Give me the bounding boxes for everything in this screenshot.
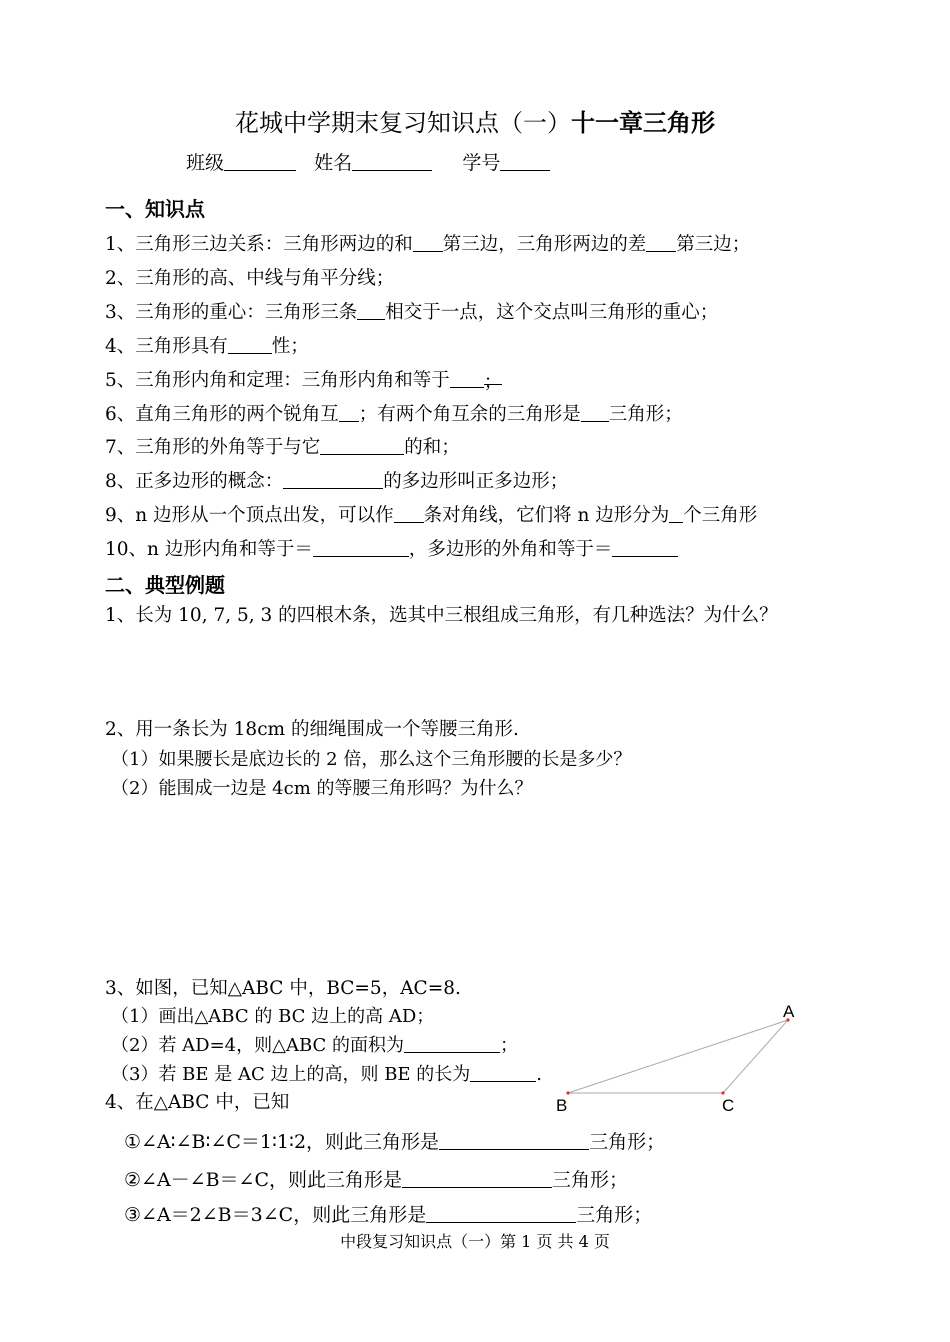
question-2-part-1: （1）如果腰长是底边长的 2 倍，那么这个三角形腰的长是多少？ xyxy=(111,749,632,770)
id-blank[interactable] xyxy=(500,152,550,171)
fill-blank[interactable] xyxy=(313,540,409,557)
knowledge-item-5 xyxy=(105,366,502,392)
item-text: 第三边，三角形两边的差 xyxy=(442,234,647,255)
triangle-abc xyxy=(568,1020,788,1093)
item-text: ③∠A＝2∠B＝3∠C，则此三角形是 xyxy=(124,1204,427,1226)
vertex-b-label: B xyxy=(556,1096,568,1115)
item-text: 3、三角形的重心：三角形三条 xyxy=(105,302,358,323)
item-text: ；有两个角互余的三角形是 xyxy=(358,404,581,425)
section-heading-knowledge: 一、知识点 xyxy=(105,197,205,221)
fill-blank[interactable] xyxy=(646,235,676,252)
fill-blank[interactable] xyxy=(339,405,359,422)
fill-blank[interactable] xyxy=(320,438,404,455)
question-4-case-3 xyxy=(124,1200,652,1227)
item-text: 条对角线，它们将 n 边形分为 xyxy=(423,505,670,526)
fill-blank[interactable] xyxy=(357,303,385,320)
question-3-part-1: （1）画出△ABC 的 BC 边上的高 AD； xyxy=(111,1006,435,1027)
fill-blank[interactable] xyxy=(413,235,443,252)
vertex-c-label: C xyxy=(722,1096,735,1115)
item-text: 三角形； xyxy=(576,1204,653,1226)
class-label: 班级 xyxy=(186,152,225,174)
knowledge-item-8 xyxy=(105,467,568,493)
item-text: 6、直角三角形的两个锐角互 xyxy=(105,404,339,425)
example-question-4: 4、在△ABC 中，已知 xyxy=(105,1092,290,1113)
question-2-part-2: （2）能围成一边是 4cm 的等腰三角形吗？为什么？ xyxy=(111,778,533,799)
item-text: 1、三角形三边关系：三角形两边的和 xyxy=(105,234,413,255)
item-text: ，多边形的外角和等于＝ xyxy=(408,539,613,560)
fill-blank[interactable] xyxy=(426,1206,576,1223)
item-text: 第三边； xyxy=(676,234,751,255)
item-text: 相交于一点，这个交点叫三角形的重心； xyxy=(385,302,719,323)
item-text: ； xyxy=(500,1035,519,1056)
example-question-3: 3、如图，已知△ABC 中，BC=5，AC=8. xyxy=(105,978,461,999)
knowledge-item-6 xyxy=(105,400,683,426)
example-question-1: 1、长为 10, 7, 5, 3 的四根木条，选其中三根组成三角形，有几种选法？为什么？ xyxy=(105,605,778,626)
knowledge-item-3 xyxy=(105,298,718,324)
fill-blank[interactable] xyxy=(404,1036,500,1053)
student-info xyxy=(186,148,550,175)
question-4-case-2 xyxy=(124,1165,628,1192)
name-label: 姓名 xyxy=(314,152,353,174)
page-footer: 中段复习知识点（一）第 1 页 共 4 页 xyxy=(340,1232,610,1251)
item-text: 三角形； xyxy=(589,1131,666,1153)
knowledge-item-10 xyxy=(105,535,678,561)
item-text: 性； xyxy=(271,336,309,357)
triangle-figure xyxy=(540,995,820,1120)
item-text: 的多边形叫正多边形； xyxy=(383,471,569,492)
fill-blank[interactable] xyxy=(450,371,484,388)
item-text: 三角形； xyxy=(608,404,683,425)
item-text: 的和； xyxy=(404,437,460,458)
item-text: 9、n 边形从一个顶点出发，可以作 xyxy=(105,505,394,526)
example-question-2: 2、用一条长为 18cm 的细绳围成一个等腰三角形. xyxy=(105,719,519,740)
fill-blank[interactable] xyxy=(581,405,609,422)
knowledge-item-1 xyxy=(105,230,750,256)
knowledge-item-4 xyxy=(105,332,309,358)
vertex-b-point xyxy=(566,1091,569,1094)
question-4-case-1 xyxy=(124,1127,665,1154)
item-text: 10、n 边形内角和等于＝ xyxy=(105,539,313,560)
item-text: 5、三角形内角和定理：三角形内角和等于 xyxy=(105,370,450,391)
fill-blank[interactable] xyxy=(402,1171,552,1188)
item-text: （2）若 AD=4，则△ABC 的面积为 xyxy=(111,1035,405,1056)
question-3-part-3 xyxy=(111,1060,542,1086)
fill-blank[interactable] xyxy=(439,1133,589,1150)
item-text: 8、正多边形的概念： xyxy=(105,471,284,492)
item-text: 7、三角形的外角等于与它 xyxy=(105,437,321,458)
page-title xyxy=(0,103,950,138)
fill-blank[interactable] xyxy=(394,506,424,523)
item-text: ①∠A∶∠B∶∠C＝1∶1∶2，则此三角形是 xyxy=(124,1131,440,1153)
class-blank[interactable] xyxy=(224,152,296,171)
id-label: 学号 xyxy=(462,152,501,174)
item-text: ②∠A－∠B＝∠C，则此三角形是 xyxy=(124,1169,403,1191)
name-blank[interactable] xyxy=(352,152,432,171)
section-heading-examples: 二、典型例题 xyxy=(105,573,225,597)
knowledge-item-2: 2、三角形的高、中线与角平分线； xyxy=(105,268,395,289)
fill-blank[interactable] xyxy=(470,1065,536,1082)
item-text: 4、三角形具有 xyxy=(105,336,228,357)
title-main: 花城中学期末复习知识点（一） xyxy=(235,109,571,137)
item-text: . xyxy=(536,1064,543,1085)
item-text: 三角形； xyxy=(552,1169,629,1191)
fill-blank[interactable] xyxy=(283,472,383,489)
fill-blank[interactable] xyxy=(669,506,683,523)
question-3-part-2 xyxy=(111,1031,518,1057)
knowledge-item-9 xyxy=(105,501,757,527)
title-chapter: 十一章三角形 xyxy=(571,108,715,137)
item-text: 个三角形 xyxy=(683,505,758,526)
fill-blank[interactable] xyxy=(228,337,272,354)
vertex-c-point xyxy=(721,1091,724,1094)
item-text: （3）若 BE 是 AC 边上的高，则 BE 的长为 xyxy=(111,1064,471,1085)
item-text: ； xyxy=(484,368,503,385)
vertex-a-label: A xyxy=(783,1002,795,1021)
fill-blank[interactable] xyxy=(612,540,678,557)
knowledge-item-7 xyxy=(105,433,460,459)
